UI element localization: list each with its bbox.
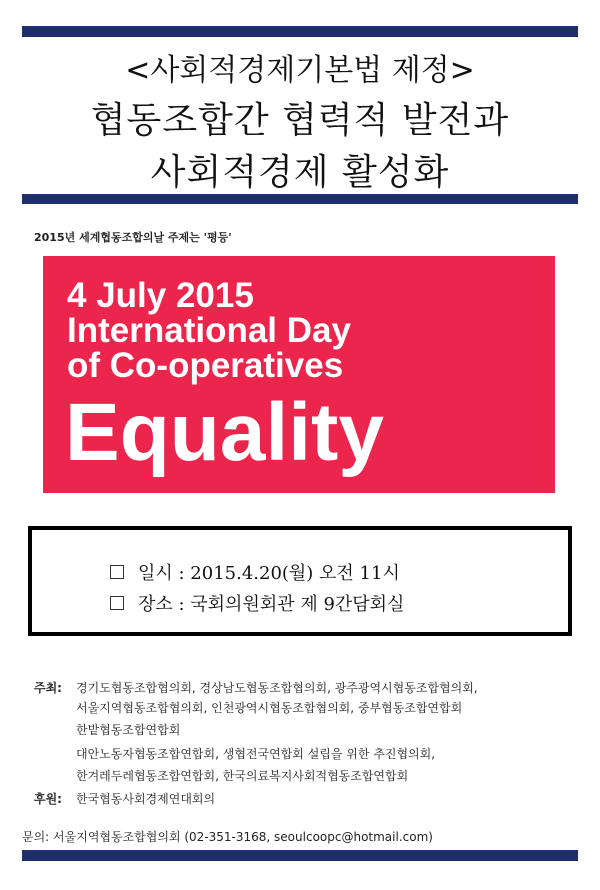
sponsor-name: 한국협동사회경제연대회의 (76, 792, 216, 806)
coop-day-poster (43, 256, 555, 493)
poster-theme-word: Equality (65, 387, 384, 478)
event-place: 장소 : 국회의원회관 제 9간담회실 (138, 594, 405, 615)
host-line: 서울지역협동조합협의회, 인천광역시협동조합협의회, 중부협동조합연합회 (76, 701, 463, 715)
theme-subtitle: 2015년 세계협동조합의날 주제는 '평등' (34, 231, 232, 244)
poster-title-1: International Day (67, 311, 351, 350)
event-info-box (28, 526, 572, 636)
host-line: 한겨레두레협동조합연합회, 한국의료복지사회적협동조합연합회 (76, 769, 409, 783)
poster-text (67, 278, 351, 383)
sponsor-label: 후원: (34, 792, 62, 806)
bottom-divider-bar (22, 850, 578, 861)
checkbox-icon (110, 596, 124, 610)
poster-date: 4 July 2015 (67, 276, 254, 315)
contact-info: 문의: 서울지역협동조합협의회 (02-351-3168, seoulcoopc@hotmail.com) (22, 830, 433, 844)
header-line-2: 협동조합간 협력적 발전과 (90, 100, 510, 141)
host-line: 대안노동자협동조합연합회, 생협전국연합회 설립을 위한 추진협의회, (76, 747, 436, 761)
header-line-1: <사회적경제기본법 제정> (125, 53, 475, 88)
header-line-3: 사회적경제 활성화 (150, 152, 450, 193)
host-line: 경기도협동조합협의회, 경상남도협동조합협의회, 광주광역시협동조합협의회, (76, 681, 478, 695)
checkbox-icon (110, 565, 124, 579)
host-label: 주최: (34, 681, 62, 695)
event-datetime-row (110, 559, 400, 585)
event-datetime: 일시 : 2015.4.20(월) 오전 11시 (138, 563, 400, 584)
middle-divider-bar (22, 194, 578, 204)
top-divider-bar (22, 26, 578, 37)
host-line: 한밭협동조합연합회 (76, 723, 181, 737)
poster-title-2: of Co-operatives (67, 346, 344, 385)
event-place-row (110, 590, 404, 616)
